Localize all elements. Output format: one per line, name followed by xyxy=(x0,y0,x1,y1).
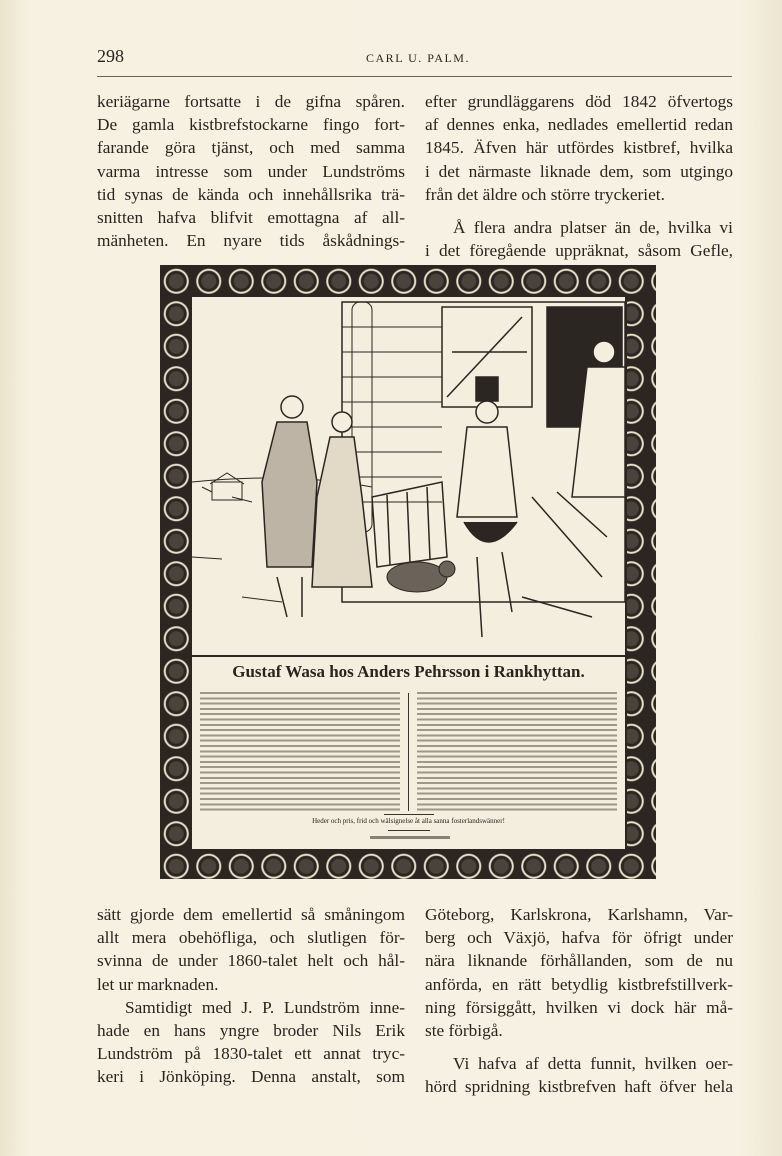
text-line: Å flera andra platser än de, hvilka vi xyxy=(453,217,733,237)
text-line: keriägarne fortsatte i de gifna spåren. xyxy=(97,92,405,111)
text-line: anförda, en rätt betydlig kistbrefstillverk- xyxy=(425,974,733,994)
top-right-column xyxy=(425,90,733,262)
text-line: af dennes enka, nedlades emellertid redan xyxy=(425,115,733,135)
woodcut-rule xyxy=(384,814,434,815)
text-line: mänheten. En nyare tids åskådnings- xyxy=(97,231,405,251)
text-line: Lundström på 1830-talet ett annat tryc- xyxy=(97,1044,405,1064)
text-line: ning försiggått, hvilken vi dock här må- xyxy=(425,997,733,1017)
text-line: De gamla kistbrefstockarne fingo fort- xyxy=(97,115,405,135)
text-line: efter grundläggarens död 1842 öfvertogs xyxy=(425,92,733,111)
woodcut-illustration xyxy=(192,297,625,657)
woodcut-motto: Heder och pris, frid och wälsignelse åt alla sanna fosterlandswänner! xyxy=(312,817,505,825)
text-line: ste förbigå. xyxy=(425,1020,503,1040)
text-line: sätt gjorde dem emellertid så småningom xyxy=(97,905,405,924)
text-line: nära liknande förhållanden, som de nu xyxy=(425,951,733,971)
text-line: 1845. Äfven här utfördes kistbref, hvilka xyxy=(425,138,733,158)
text-line: i det föregående uppräknat, såsom Gefle, xyxy=(425,241,733,261)
text-line: varma intresse som under Lundströms xyxy=(97,161,405,181)
woodcut-imprint xyxy=(370,836,450,839)
text-line: tid synas de kända och innehållsrika trä- xyxy=(97,184,405,204)
bottom-right-column xyxy=(425,903,733,1099)
text-line: i det närmaste liknade dem, som utgingo xyxy=(425,161,733,181)
woodcut-column-separator xyxy=(408,693,409,811)
text-line: hörd spridning kistbrefven haft öfver hela xyxy=(425,1077,733,1097)
woodcut-rule xyxy=(388,830,430,831)
text-line: från det äldre och större tryckeriet. xyxy=(425,184,665,204)
text-line: allt mera obehöfliga, och slutligen för- xyxy=(97,928,405,948)
text-line: farande göra tjänst, och med samma xyxy=(97,138,405,158)
text-line: hade en hans yngre broder Nils Erik xyxy=(97,1020,405,1040)
running-head: CARL U. PALM. xyxy=(366,51,470,65)
text-line: keri i Jönköping. Denna anstalt, som xyxy=(97,1067,405,1087)
text-line: Vi hafva af detta funnit, hvilken oer- xyxy=(453,1054,733,1074)
woodcut-fine-text-right xyxy=(417,692,617,812)
text-line: svinna de under 1860-talet helt och hål- xyxy=(97,951,405,971)
text-line: berg och Växjö, hafva för öfrigt under xyxy=(425,928,733,948)
text-line: snitten hafva blifvit emottagna af all- xyxy=(97,207,405,227)
woodcut-figure xyxy=(190,295,627,851)
bottom-left-column xyxy=(97,903,405,1089)
woodcut-title: Gustaf Wasa hos Anders Pehrsson i Rankhyttan. xyxy=(232,662,585,681)
text-line: Samtidigt med J. P. Lundström inne- xyxy=(125,997,405,1017)
text-line: Göteborg, Karlskrona, Karlshamn, Var- xyxy=(425,905,733,924)
top-left-column xyxy=(97,90,405,252)
woodcut-fine-text-left xyxy=(200,692,400,812)
text-line: let ur marknaden. xyxy=(97,974,219,994)
page-number: 298 xyxy=(97,46,124,66)
header-rule xyxy=(97,76,732,77)
